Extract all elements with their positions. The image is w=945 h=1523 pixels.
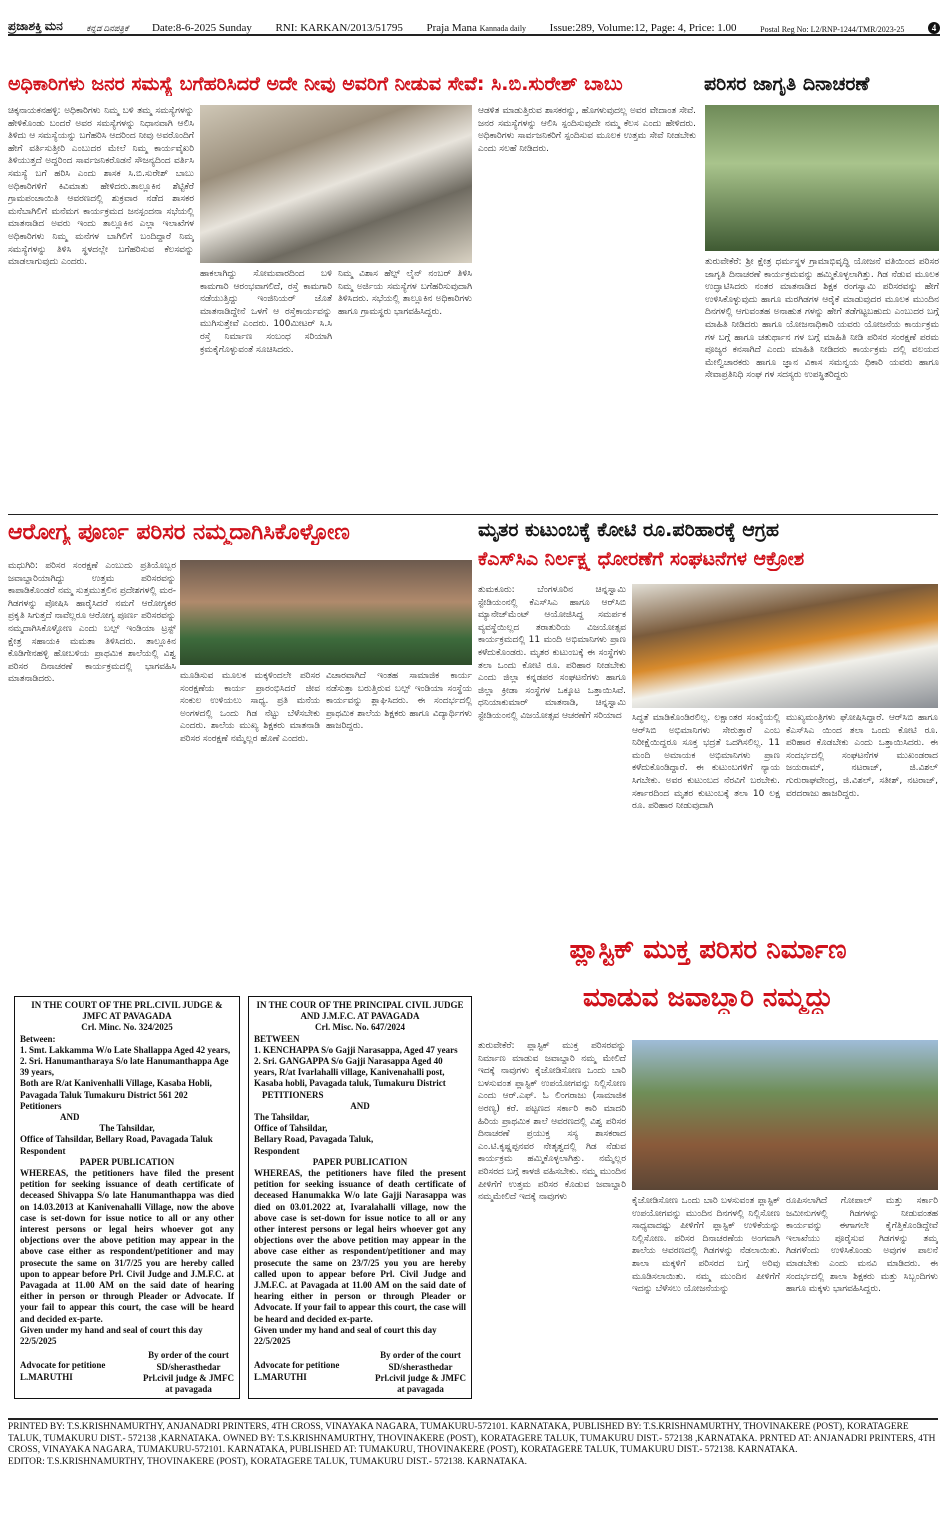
notice-given: Given under my hand and seal of court this day 22/5/2025 [254, 1324, 437, 1347]
notice-petitioner: 2. Sri. Hanumantharaya S/o late Hanumanthappa Age 39 years, [20, 1056, 229, 1078]
notice-title: PAPER PUBLICATION [79, 1156, 175, 1167]
health-story-col3: ವಿಚಾರವಾಗಿದೆ ಇಂತಹ ಸಾಮಾಜಿಕ ಕಾರ್ಯ ನಡೆಸುತ್ತಾ ಬರುತ್ತಿರುವ ಬಲ್ಪ್ ಇಂಡಿಯಾ ಸಂಸ್ಥೆಯ ಕಾರ್ಯವನ್ನು ಶ್ಲಾಘಿಸಿದರು. ಈ ಸಂದರ್ಭದಲ್ಲಿ ಪ್ರಾಥಮಿಕ ಶಾಲೆಯ ಶಿಕ್ಷಕರು ಹಾಗೂ ವಿದ್ಯಾರ್ಥಿಗಳು ಹಾಜರಿದ್ದರು. [326, 671, 472, 732]
notice-order: By order of the court [380, 1350, 461, 1361]
notice-respondent: Office of Tahsildar, Bellary Road, Pavagada Taluk [20, 1134, 213, 1145]
notice-petitioner: 1. Smt. Lakkamma W/o Late Shallappa Aged 42 years, [20, 1044, 231, 1055]
ksca-story-col3: ಮುಖ್ಯಮಂತ್ರಿಗಳು ಘೋಷಿಸಿದ್ದಾರೆ. ಆರ್‌ಸಿಬಿ ಹಾಗೂ ಕೆಎಸ್‌ಸಿಎ ಯಿಂದ ತಲಾ ಒಂದು ಕೋಟಿ ರೂ. ಪರಿಹಾರ ಕೊಡಬೇಕು ಎಂದು ಒತ್ತಾಯಿಸಿದರು. ಈ ಸಂದರ್ಭದಲ್ಲಿ ಸಂಘಟನೆಗಳ ಮುಖಂಡರಾದ ಜಯರಾಮ್, ನಟರಾಜ್, ಜಿ.ವಿಶಲ್ ಗುರುರಾಘವೇಂದ್ರ, ಜಿ.ವಿಶಲ್, ಸತೀಶ್, ನಟರಾಜ್, ವರದರಾಜು ಹಾಜರಿದ್ದರು. [786, 713, 938, 799]
masthead [8, 10, 940, 36]
legal-notice-1 [14, 996, 240, 1399]
notice-respondent: Office of Tahsildar, [254, 1123, 328, 1134]
side-story-body: ತುರುವೇಕೆರೆ: ಶ್ರೀ ಕ್ಷೇತ್ರ ಧರ್ಮಸ್ಥಳ ಗ್ರಾಮಾಭಿವೃದ್ಧಿ ಯೋಜನೆ ವತಿಯಿಂದ ಪರಿಸರ ಜಾಗೃತಿ ದಿನಾಚರಣೆ ಕಾರ್ಯಕ್ರಮವನ್ನು ಹಮ್ಮಿಕೊಳ್ಳಲಾಗಿತ್ತು. ಗಿಡ ನೆಡುವ ಮೂಲಕ ಉದ್ಘಾಟಿಸಿದರು ನಂತರ ಮಾತನಾಡಿದ ಶಿಕ್ಷಕ ರಂಗಸ್ವಾಮಿ ಪರಿಸರವನ್ನು ಹೇಗೆ ಉಳಿಸಿಕೊಳ್ಳುವುದು ಹಾಗೂ ಮರಗಿಡಗಳ ಆರೈಕೆ ಮಾಡುವುದರ ಮೂಲಕ ಮುಂದಿನ ದಿನಗಳಲ್ಲಿ ಆಗುವಂತಹ ಅನಾಹುತ ಗಳನ್ನು ಹೇಗೆ ತಡೆಗಟ್ಟಬಹುದು ಎಂಬುದರ ಬಗ್ಗೆ ಮಾಹಿತಿ ನೀಡಿದರು ಹಾಗೂ ಯೋಜನಾಧಿಕಾರಿ ಯವರು ಯೋಜನೆಯ ಕಾರ್ಯಕ್ರಮ ಗಳ ಬಗ್ಗೆ ಹಾಗೂ ಚತುರ್ಥಾನ ಗಳ ಬಗ್ಗೆ ಮಾಹಿತಿ ನೀಡಿ ಪರಿಸರ ಸಂರಕ್ಷಣೆ ಪರಮ ಪೂಜ್ಯರ ಕನಸಾಗಿದೆ ಎಂದು ಮಾಹಿತಿ ನೀಡಿದರು ಕಾರ್ಯಕ್ರಮ ದಲ್ಲಿ ವಲಯದ ಮೇಲ್ವಿಚಾರಕರು ಹಾಗೂ ಜ್ಞಾನ ವಿಕಾಸ ಸಮನ್ವಯ ಧಿಕಾರಿ ಯವರು ಹಾಗೂ ಸೇವಾಪ್ರತಿನಿಧಿ ಸಂಘ ಗಳ ಸದಸ್ಯರು ಉಪಸ್ಥಿತರಿದ್ದರು [705, 257, 939, 381]
notice-between: Between: [20, 1033, 56, 1044]
rni-number: RNI: KARKAN/2013/51795 [275, 22, 403, 34]
notice-respondent: The Tahsildar, [254, 1112, 310, 1123]
notice-court: IN THE COUR OF THE PRINCIPAL CIVIL JUDGE AND J.M.F.C. AT PAVAGADA [256, 1000, 464, 1022]
lead-story-col2: ಹಾಕಲಾಗಿದ್ದು ಸೋಮವಾರದಿಂದ ಬಳಿ ಕಾಮಗಾರಿ ಆರಂಭವಾಗಲಿದೆ, ರಸ್ತೆ ಕಾಮಗಾರಿ ನಡೆಯುತ್ತಿದ್ದು ಇಂಜಿನಿಯರ್ ಜೊತೆ ಮಾತನಾಡಿದ್ದೇನೆ ಒಳಗೆ ಆ ರಸ್ತೆಕಾರ್ಯವನ್ನು ಮುಗಿಸುತ್ತೇವೆ ಎಂದರು. 100ಮೀಟರ್ ಸಿ.ಸಿ ರಸ್ತೆ ನಿರ್ಮಾಣ ಸಂಬಂಧ ಸರಿಯಾಗಿ ಕ್ರಮಕೈಗೊಳ್ಳುವಂತೆ ಸೂಚಿಸಿದರು. [200, 269, 332, 355]
legal-notice-2 [248, 996, 472, 1399]
notice-advocate-label: Advocate for petitione [254, 1360, 340, 1371]
postal-reg: Postal Reg No: L2/RNP-1244/TMR/2023-25 [760, 25, 905, 34]
editor-line: EDITOR: T.S.KRISHNAMURTHY, THOVINAKERE (POST), KORATAGERE TALUK, TUMAKURU DIST.- 572138. KARNATAKA. [8, 1456, 527, 1467]
imprint-footer [8, 1418, 938, 1468]
lead-photo [200, 105, 472, 263]
notice-advocate-label: Advocate for petitione [20, 1360, 106, 1371]
paper-name: Praja Mana [426, 22, 477, 34]
notice-order: SD/sherasthedar [156, 1361, 221, 1372]
notice-advocate-name: L.MARUTHI [20, 1371, 73, 1382]
notice-case-number: Crl. Minc. No. 324/2025 [81, 1022, 173, 1033]
notice-respondent-label: Respondent [20, 1145, 66, 1156]
plastic-headline-1: ಪ್ಲಾಸ್ಟಿಕ್ ಮುಕ್ತ ಪರಿಸರ ನಿರ್ಮಾಣ [569, 936, 847, 965]
ksca-headline-1: ಮೃತರ ಕುಟುಂಬಕ್ಕೆ ಕೋಟಿ ರೂ.ಪರಿಹಾರಕ್ಕೆ ಆಗ್ರಹ [478, 520, 780, 541]
lead-story-col3: ನಿಮ್ಮ ವಿಶಾಸ ಹೆಲ್ಪ್ ಲೈನ್ ನಂಬರ್ ತಿಳಿಸಿ ನಿಮ್ಮ ಅರ್ಜಿಯ ಸಮಸ್ಯೆಗಳ ಬಗೆಹರಿಸುವುದಾಗಿ ತಿಳಿಸಿದರು. ಸಭೆಯಲ್ಲಿ ತಾಲ್ಲೂಕಿನ ಅಧಿಕಾರಿಗಳು ಹಾಗೂ ಗ್ರಾಮಸ್ಥರು ಭಾಗವಹಿಸಿದ್ದರು. [338, 269, 472, 317]
newspaper-logo: ಪ್ರಜಾಶಕ್ತಿ ಮನ [8, 19, 63, 33]
plastic-story-col1: ತುರುವೇಕೆರೆ: ಪ್ಲಾಸ್ಟಿಕ್ ಮುಕ್ತ ಪರಿಸರವನ್ನು ನಿರ್ಮಾಣ ಮಾಡುವ ಜವಾಬ್ದಾರಿ ನಮ್ಮ ಮೇಲಿದೆ ಇದಕ್ಕೆ ನಾವುಗಳು ಕೈಜೋಡಿಸೋಣ ಒಂದು ಬಾರಿ ಬಳಸುವಂತ ಪ್ಲಾಸ್ಟಿಕ್ ಉಪಯೋಗವನ್ನು ನಿಲ್ಲಿಸೋಣ ಎಂದು ಆರ್.ಎಫ್. ಓ ಲಿಂಗರಾಜು (ಸಾಮಾಜಿಕ ಅರಣ್ಯ) ಕರೆ. ಪಟ್ಟಣದ ಸರ್ಕಾರಿ ಕಾರಿ ಮಾದರಿ ಹಿರಿಯ ಪ್ರಾಥಮಿಕ ಶಾಲೆ ಆವರಣದಲ್ಲಿ ವಿಶ್ವ ಪರಿಸರ ದಿನಾಚರಣೆ ಪ್ರಯುಕ್ತ ಸಸ್ಯ ಶಾಸಕರಾದ ಎಂ.ಟಿ.ಕೃಷ್ಣಪ್ಪನವರ ನೇತೃತ್ವದಲ್ಲಿ ಗಿಡ ನೆಡುವ ಕಾರ್ಯಕ್ರಮ ಹಮ್ಮಿಕೊಳ್ಳಲಾಗಿತ್ತು. ನಮ್ಮೆಲ್ಲರ ಪರಿಸರದ ಬಗ್ಗೆ ಕಾಳಜಿ ವಹಿಸಬೇಕು. ನಮ್ಮ ಮುಂದಿನ ಪೀಳಿಗೆಗೆ ಉತ್ತಮ ಪರಿಸರ ಕೊಡುವ ಜವಾಬ್ದಾರಿ ನಮ್ಮಮೇಲಿದೆ ಇದಕ್ಕೆ ನಾವುಗಳು [478, 1041, 626, 1203]
ksca-story-col2: ಸಿದ್ಧತೆ ಮಾಡಿಕೊಂಡಿರಲಿಲ್ಲ. ಲಕ್ಷಾಂತರ ಸಂಖ್ಯೆಯಲ್ಲಿ ಆರ್‌ಸಿಬಿ ಅಭಿಮಾನಿಗಳು ಸೇರುತ್ತಾರೆ ಎಂಬ ನಿರೀಕ್ಷೆಯಿದ್ದರೂ ಸೂಕ್ತ ಭದ್ರತೆ ಒದಗಿಸಲಿಲ್ಲ. 11 ಮಂದಿ ಅಮಾಯಕ ಅಭಿಮಾನಿಗಳು ಪ್ರಾಣ ಕಳೆದುಕೊಂಡಿದ್ದಾರೆ. ಈ ಕುಟುಂಬಗಳಿಗೆ ನ್ಯಾಯ ಸಿಗಬೇಕು. ಅವರ ಕುಟುಂಬದ ನೆರವಿಗೆ ಬರಬೇಕು. ಸರ್ಕಾರದಿಂದ ಮೃತರ ಕುಟುಂಬಕ್ಕೆ ತಲಾ 10 ಲಕ್ಷ ರೂ. ಪರಿಹಾರ ನೀಡುವುದಾಗಿ [632, 713, 780, 812]
notice-petitioner-address: Both are R/at Kanivenhalli Village, Kasaba Hobli, Pavagada Taluk Tumakuru District 561 202 [20, 1078, 212, 1100]
ksca-photo [632, 584, 938, 708]
notice-petitioner: 1. KENCHAPPA S/o Gajji Narasappa, Aged 47 years [254, 1044, 458, 1055]
lead-story-col4: ಆಡಳಿತ ಮಾಡುತ್ತಿರುವ ಶಾಸಕರನ್ನು, ಹೊಗಳುವುದಲ್ಲ ಅವರ ವೇದಾಂತ ಸೇವೆ. ಜನರ ಸಮಸ್ಯೆಗಳನ್ನು ಆಲಿಸಿ ಸ್ಪಂದಿಸುವುದೇ ನಮ್ಮ ಕೆಲಸ ಎಂದು ಹೇಳಿದರು. ಅಧಿಕಾರಿಗಳು ಸಾರ್ವಜನಿಕರಿಗೆ ಸ್ಪಂದಿಸುವ ಮೂಲಕ ಉತ್ತಮ ಸೇವೆ ನೀಡಬೇಕು ಎಂದು ಸಲಹೆ ನೀಡಿದರು. [478, 106, 696, 154]
plastic-story-col3: ರೂಪಿಸಲಾಗಿದೆ ಗೋಪಾಲ್ ಮತ್ತು ಸರ್ಕಾರಿ ಜಮೀನುಗಳಲ್ಲಿ ಗಿಡಗಳನ್ನು ನೀಡುವಂತಹ ಕಾರ್ಯವನ್ನು ಈಗಾಗಲೇ ಕೈಗೆತ್ತಿಕೊಂಡಿದ್ದೇವೆ ಇಲಾಖೆಯು ಪೂರೈಸುವ ಗಿಡಗಳನ್ನು ತಮ್ಮ ಗಿಡಗಳೆಂದು ಉಳಿಸಿಕೊಂಡು ಅವುಗಳ ಪಾಲನೆ ಮಾಡಬೇಕು ಎಂದು ಮನವಿ ಮಾಡಿದರು. ಈ ಸಂದರ್ಭದಲ್ಲಿ ಶಾಲಾ ಶಿಕ್ಷಕರು ಮತ್ತು ಸಿಬ್ಬಂದಿಗಳು ಹಾಗೂ ಮಕ್ಕಳು ಭಾಗವಹಿಸಿದ್ದರು. [786, 1196, 938, 1295]
notice-and: AND [60, 1112, 80, 1123]
lead-story-col1: ಚಿಕ್ಕನಾಯಕನಹಳ್ಳಿ: ಅಧಿಕಾರಿಗಳು ನಿಮ್ಮ ಬಳಿ ತಮ್ಮ ಸಮಸ್ಯೆಗಳನ್ನು ಹೇಳಿಕೊಂಡು ಬಂದರೆ ಅವರ ಸಮಸ್ಯೆಗಳನ್ನು ನಿಧಾನವಾಗಿ ಆಲಿಸಿ ತಿಳಿದು ಆ ಸಮಸ್ಯೆಯನ್ನು ಬಗೆಹರಿಸಿ ಆದರಿಂದ ನೀವು ಅವರೊಂದಿಗೆ ಹೇಗೆ ವರ್ತಿಸುತ್ತೀರಿ ಎಂಬುದರ ಮೇಲೆ ನಿಮ್ಮ ಕಾರ್ಯವೈಖರಿ ತಿಳಿಯುತ್ತದೆ ಅದ್ದರಿಂದ ಸಾರ್ವಜನಿಕರೊಡನೆ ಸೌಜನ್ಯದಿಂದ ವರ್ತಿಸಿ ಸಮಸ್ಯೆ ಬಗೆ ಹರಿಸಿ ಎಂದು ಶಾಸಕ ಸಿ.ಬಿ.ಸುರೇಶ್ ಬಾಬು ಅಧಿಕಾರಿಗಳಿಗೆ ಕಿವಿಮಾತು ಹೇಳಿದರು.ತಾಲ್ಲೂಕಿನ ಶೆಟ್ಟಿಕೆರೆ ಗ್ರಾಮಪಂಚಾಯಿತಿ ಆವರಣದಲ್ಲಿ ಶುಕ್ರವಾರ ನಡೆದ ಶಾಸಕರ ಮನೆಬಾಗಿಲಿಗೆ ಮನೆಮಗ ಕಾರ್ಯಕ್ರಮದ ಜನಸ್ಪಂದನಾ ಸಭೆಯಲ್ಲಿ ಮಾತನಾಡಿದ ಅವರು ಇಂದು ತಾಲ್ಲೂಕಿನ ಎಲ್ಲಾ ಇಲಾಖೆಗಳ ಅಧಿಕಾರಿಗಳು ನಿಮ್ಮ ಮನೆಗಳ ಬಾಗಿಲಿಗೆ ಬಂದಿದ್ದಾರೆ ನಿಮ್ಮ ಸಮಸ್ಯೆಗಳನ್ನು ತಿಳಿಸಿ ಸ್ಥಳದಲ್ಲೇ ಬಗೆಹರಿಸುವ ಕೆಲಸವನ್ನು ಮಾಡಲಾಗುವುದು ಎಂದರು. [8, 106, 194, 268]
notice-case-number: Crl. Misc. No. 647/2024 [315, 1022, 405, 1033]
notice-order: By order of the court [148, 1350, 229, 1361]
health-headline: ಆರೋಗ್ಯ ಪೂರ್ಣ ಪರಿಸರ ನಮ್ಮದಾಗಿಸಿಕೊಳ್ಳೋಣ [8, 520, 350, 545]
side-photo [705, 105, 939, 251]
issue-info: Issue:289, Volume:12, Page: 4, Price: 1.00 [549, 22, 737, 34]
notice-advocate-name: L.MARUTHI [254, 1371, 307, 1382]
lead-headline: ಅಧಿಕಾರಿಗಳು ಜನರ ಸಮಸ್ಯೆ ಬಗೆಹರಿಸಿದರೆ ಅದೇ ನೀವು ಅವರಿಗೆ ನೀಡುವ ಸೇವೆ: ಸಿ.ಬಿ.ಸುರೇಶ್ ಬಾಬು [8, 74, 623, 95]
side-headline: ಪರಿಸರ ಜಾಗೃತಿ ದಿನಾಚರಣೆ [704, 74, 870, 95]
notice-order: at pavagada [165, 1383, 212, 1394]
plastic-photo [632, 1040, 938, 1190]
notice-respondent: Bellary Road, Pavagada Taluk, [254, 1134, 374, 1145]
ksca-headline-2: ಕೆಎಸ್‌ಸಿಎ ನಿರ್ಲಕ್ಷ್ಯ ಧೋರಣೆಗೆ ಸಂಘಟನೆಗಳ ಆಕ್ರೋಶ [478, 549, 805, 570]
notice-body: WHEREAS, the petitioners have filed the present petition for seeking issuance of death certificate of deceased Hanumakka W/o late Gajji Narasappa was died on 03.01.2022 at, Ivaralahalli village, now the above case is set-down for issue notice to all or any other interest persons or legal heirs whoever got any objections over the above petition may appear in the above case either as respondent/petitioner and may prosecute the same on 23/7/25 you you are hereby called upon to appear before Prl. Civil Judge and J.M.F.C. at Pavagada at 11.00 AM on the said date of hearing either in person or through Pleader or Advocate. If your fail to appear this court, the case will be heard and decided ex-parte. [254, 1168, 466, 1324]
ksca-story-col1: ತುಮಕೂರು: ಬೆಂಗಳೂರಿನ ಚಿನ್ನಸ್ವಾಮಿ ಸ್ಟೇಡಿಯಂನಲ್ಲಿ ಕೆಎಸ್‌ಸಿಎ ಹಾಗೂ ಆರ್‌ಸಿಬಿ ಮ್ಯಾನೇಜ್‌ಮೆಂಟ್ ಆಯೋಜಿಸಿದ್ದ ಸಮರ್ಪಕ ವ್ಯವಸ್ಥೆಯಿಲ್ಲದ ತರಾತುರಿಯ ವಿಜಯೋತ್ಸವ ಕಾರ್ಯಕ್ರಮದಲ್ಲಿ 11 ಮಂದಿ ಅಭಿಮಾನಿಗಳು ಪ್ರಾಣ ಕಳೆದುಕೊಂಡರು. ಮೃತರ ಕುಟುಂಬಕ್ಕೆ ಈ ಸಂಸ್ಥೆಗಳು ತಲಾ ಒಂದು ಕೋಟಿ ರೂ. ಪರಿಹಾರ ನೀಡಬೇಕು ಎಂದು ಜಿಲ್ಲಾ ಕನ್ನಡಪರ ಸಂಘಟನೆಗಳು ಹಾಗೂ ಜಿಲ್ಲಾ ಕ್ರೀಡಾ ಸಂಸ್ಥೆಗಳ ಒಕ್ಕೂಟ ಒತ್ತಾಯಿಸಿವೆ. ಧನಿಯಾಕುಮಾರ್ ಮಾತನಾಡಿ, ಚಿನ್ನಸ್ವಾಮಿ ಸ್ಟೇಡಿಯಂನಲ್ಲಿ ವಿಜಯೋತ್ಸವ ಆಚರಣೆಗೆ ಸರಿಯಾದ [478, 585, 626, 721]
health-photo [180, 560, 472, 665]
notice-petitioner: 2. Sri. GANGAPPA S/o Gajji Narasappa Aged 40 years, R/at Ivarlahalli village, Kanivenahalli post, Kasaba hobli, Pavagada taluk, Tumakuru District [254, 1056, 446, 1089]
notice-respondent-label: Respondent [254, 1145, 300, 1156]
plastic-headline-2: ಮಾಡುವ ಜವಾಬ್ದಾರಿ ನಮ್ಮದ್ದು [582, 984, 834, 1013]
plastic-story-col2: ಕೈಜೋಡಿಸೋಣ ಒಂದು ಬಾರಿ ಬಳಸುವಂತ ಪ್ಲಾಸ್ಟಿಕ್ ಉಪಯೋಗವನ್ನು ಮುಂದಿನ ದಿನಗಳಲ್ಲಿ ನಿಲ್ಲಿಸೋಣ ಸಾಧ್ಯವಾದಷ್ಟು ಪೀಳಿಗೆಗೆ ಪ್ಲಾಸ್ಟಿಕ್ ಉಳಿಕೆಯನ್ನು ನಿಲ್ಲಿಸೋಣ. ಪರಿಸರ ದಿನಾಚರಣೆಯ ಅಂಗವಾಗಿ ಶಾಲೆಯ ಆವರಣದಲ್ಲಿ ಗಿಡಗಳನ್ನು ನೆಡಲಾಯಿತು. ಶಾಲಾ ಮಕ್ಕಳಿಗೆ ಪರಿಸರದ ಬಗ್ಗೆ ಅರಿವು ಮೂಡಿಸಲಾಯಿತು. ನಮ್ಮ ಮುಂದಿನ ಪೀಳಿಗೆಗೆ ಇದನ್ನು ಬೆಳೆಸಲು ಯೋಜನೆಯನ್ನು [632, 1196, 780, 1295]
notice-order: Prl.civil judge & JMFC [375, 1372, 466, 1383]
notice-petitioners-label: PETITIONERS [262, 1089, 324, 1100]
health-story-col1: ಮಧುಗಿರಿ: ಪರಿಸರ ಸಂರಕ್ಷಣೆ ಎಂಬುದು ಪ್ರತಿಯೊಬ್ಬರ ಜವಾಬ್ದಾರಿಯಾಗಿದ್ದು ಉತ್ತಮ ಪರಿಸರವನ್ನು ಕಾಪಾಡಿಕೊಂಡರೆ ನಮ್ಮ ಸುತ್ತಮುತ್ತಲಿನ ಪ್ರದೇಶಗಳಲ್ಲಿ ಮರ-ಗಿಡಗಳನ್ನು ಪೋಷಿಸಿ ಹಾರೈಸಿದರೆ ನಮಗೆ ಆರೋಗ್ಯಕರ ಪ್ರಕೃತಿ ಸಿಗುತ್ತದೆ ನಾವೆಲ್ಲರೂ ಆರೋಗ್ಯ ಪೂರ್ಣ ಪರಿಸರವನ್ನು ನಮ್ಮದಾಗಿಸಿಕೊಳ್ಳೋಣ ಎಂದು ಬಲ್ಪ್ ಇಂಡಿಯಾ ಟ್ರಸ್ಟ್ ಕ್ಷೇತ್ರ ಸಹಾಯಕಿ ಮಮತಾ ತಿಳಿಸಿದರು. ತಾಲ್ಲೂಕಿನ ಕೊಡಿಗೇನಹಳ್ಳಿ ಹೋಬಳಿಯ ಪ್ರಾಥಮಿಕ ಶಾಲೆಯಲ್ಲಿ ವಿಶ್ವ ಪರಿಸರ ದಿನಾಚರಣೆ ಕಾರ್ಯಕ್ರಮದಲ್ಲಿ ಭಾಗವಹಿಸಿ ಮಾತನಾಡಿದರು. [8, 561, 176, 685]
notice-respondent: The Tahsildar, [99, 1123, 155, 1134]
notice-between: BETWEEN [254, 1033, 300, 1044]
notice-order: Prl.civil judge & JMFC [143, 1372, 234, 1383]
tagline: ಕನ್ನಡ ದಿನಪತ್ರಿಕೆ [86, 23, 129, 33]
health-story-col2: ಮೂಡಿಸುವ ಮೂಲಕ ಮಕ್ಕಳಿಂದಲೇ ಪರಿಸರ ಸಂರಕ್ಷಣೆಯ ಕಾರ್ಯ ಪ್ರಾರಂಭಿಸಿದರೆ ಜೀವ ಸಂಕುಲ ಉಳಿಯಲು ಸಾಧ್ಯ. ಪ್ರತಿ ಮನೆಯ ಅಂಗಳದಲ್ಲಿ ಒಂದು ಗಿಡ ನೆಟ್ಟು ಬೆಳೆಸಬೇಕು ಎಂದರು. ಶಾಲೆಯ ಮುಖ್ಯ ಶಿಕ್ಷಕರು ಮಾತನಾಡಿ ಪರಿಸರ ಸಂರಕ್ಷಣೆ ನಮ್ಮೆಲ್ಲರ ಹೊಣೆ ಎಂದರು. [180, 671, 320, 744]
page-number-badge: 4 [928, 22, 940, 34]
notice-given: Given under my hand and seal of court this day 22/5/2025 [20, 1324, 203, 1347]
notice-title: PAPER PUBLICATION [312, 1156, 408, 1167]
notice-order: at pavagada [397, 1383, 444, 1394]
imprint-text: PRINTED BY: T.S.KRISHNAMURTHY, ANJANADRI PRINTERS, 4TH CROSS, VINAYAKA NAGARA, TUMAKURU-572101. KARNATAKA, PUBLISHED BY: T.S.KRISHNAMURTHY, THOVINAKERE (POST), KORATAGERE TALUK, TUMAKURU DIST.- 572138 ,KARNATAKA. OWNED BY: T.S.KRISHNAMURTHY, THOVINAKERE (POST), KORATAGERE TALUK, TUMAKURU DIST.- 572138 ,KARNATAKA. PRNTED AT: ANJANADRI PRINTERS, 4TH CROSS, VINAYAKA NAGARA, TUMAKURU-572101. KARNATAKA, PUBLISHED AT: TUMAKURU, THOVINAKERE (POST), KORATAGERE TALUK, TUMAKURU DIST.- 572138. KARNATAKA. [8, 1422, 936, 1456]
notice-court: IN THE COURT OF THE PRL.CIVIL JUDGE & JMFC AT PAVAGADA [31, 1000, 223, 1022]
notice-petitioners-label: Petitioners [20, 1100, 62, 1111]
notice-body: WHEREAS, the petitioners have filed the present petition for seeking issuance of death certificate of deceased Shivappa S/o late Hanumanthappa was died on 14.03.2013 at Kanivenahalli Village, now the above case is set-down for issue notice to all or any other interest persons or legal heirs whoever got any objections over the above petition may appear in the above case either as respondent/petitioner and may prosecute the same on 31/7/25 you are hereby called upon to appear before Prl. Civil Judge and J.M.F.C. at Pavagada at 11.00 AM on the said date of hearing either in person or through Pleader or Advocate. If your fail to appear this court, the case will be heard and decided ex-parte. [20, 1168, 234, 1324]
section-divider [8, 514, 938, 515]
notice-order: SD/sherasthedar [388, 1361, 453, 1372]
issue-date: Date:8-6-2025 Sunday [151, 22, 252, 34]
paper-subtitle: Kannada daily [479, 24, 527, 33]
notice-and: AND [350, 1100, 370, 1111]
